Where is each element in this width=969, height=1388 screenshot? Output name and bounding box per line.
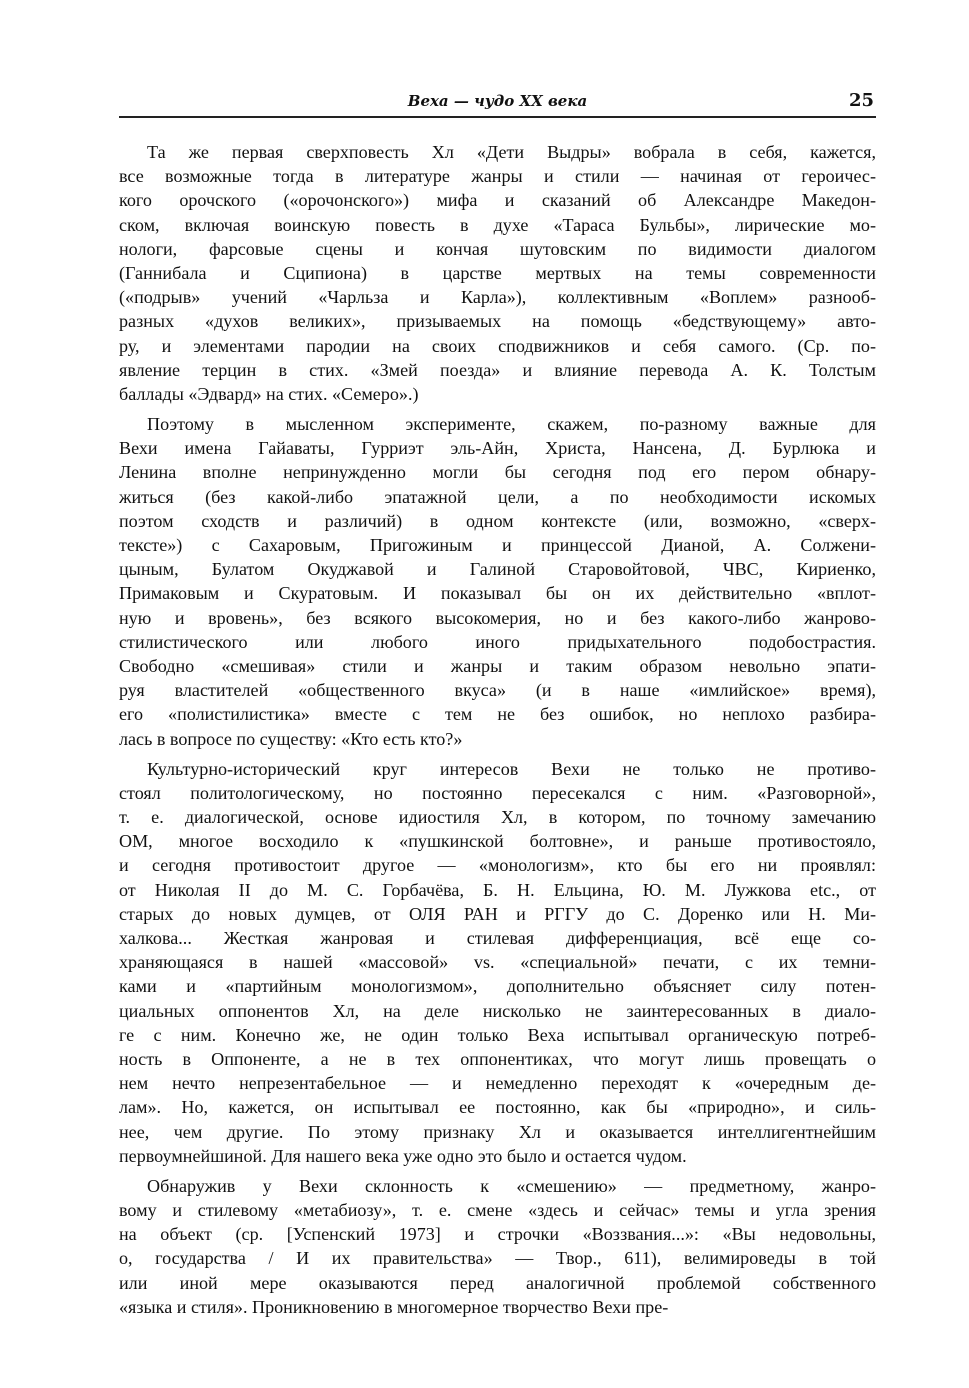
page-header [119, 92, 876, 122]
text-line: Ленина вполне непринужденно могли бы сегодня под его пером обнару- [119, 462, 876, 483]
text-line: старых до новых думцев, от ОЛЯ РАН и РГГУ до С. Доренко или Н. Ми- [119, 903, 876, 924]
page-number: 25 [848, 90, 874, 111]
paragraph [119, 140, 876, 406]
text-line: кого орочского («орочонского») мифа и сказаний об Александре Македон- [119, 190, 876, 211]
text-line: вому и стилевому «метабиозу», т. е. смене «здесь и сейчас» темы и угла зрения [119, 1200, 876, 1221]
text-line: руя властителей «общественного вкуса» (и в наше «имлийское» время), [119, 680, 876, 701]
text-line: и сегодня противостоит другое — «монологизм», кто бы его ни проявлял: [119, 855, 876, 876]
text-line: разных «духов великих», призываемых на помощь «бедствующему» авто- [119, 311, 876, 332]
running-title: Веха — чудо XX века [407, 92, 588, 110]
text-line: ОМ, многое восходило к «пушкинской болтовне», и раньше противостояло, [119, 831, 876, 852]
text-line: нологи, фарсовые сцены и кончая шутовским по видимости диалогом [119, 238, 876, 259]
text-line: Поэтому в мысленном эксперименте, скажем, по-разному важные для [147, 414, 876, 435]
text-line: ками и «партийным монологизмом», дополнительно объясняет силу потен- [119, 976, 876, 997]
text-line: о, государства / И их правительства» — Твор., 611), велимироведы в той [119, 1248, 876, 1269]
header-rule [119, 116, 876, 118]
text-line: стилистического или любого иного придыхательного подобострастия. [119, 631, 876, 652]
text-line: тексте») с Сахаровым, Пригожиным и принцессой Дианой, А. Солжени- [119, 535, 876, 555]
text-line: ную и вровень», без всякого высокомерия, но и без какого-либо жанрово- [119, 607, 876, 628]
text-line: ность в Оппоненте, а не в тех оппонентиках, что могут лишь провещать о [119, 1048, 876, 1069]
text-line: явление терцин в стих. «Змей поезда» и влияние перевода А. К. Толстым [119, 359, 876, 380]
text-line: поэтом сходств и различий) в одном контексте (или, возможно, «сверх- [119, 510, 876, 531]
text-line: Обнаружив у Вехи склонность к «смешению» — предметному, жанро- [147, 1175, 876, 1196]
text-line: храняющаяся в нашей «массовой» vs. «специальной» печати, с их темни- [119, 952, 876, 973]
text-line: первоумнейшиной. Для нашего века уже одно это было и остается чудом. [119, 1145, 687, 1166]
text-line: лась в вопросе по существу: «Кто есть кто?» [119, 728, 463, 749]
text-line: циальных оппонентов Хл, на деле нисколько не заинтересованных в диало- [119, 1000, 876, 1021]
body-text [119, 140, 876, 1319]
text-line: ге с ним. Конечно же, не один только Веха испытывал органическую потреб- [119, 1024, 876, 1045]
paragraph [119, 757, 876, 1168]
text-line: Свободно «смешивая» стили и жанры и таким образом невольно эпати- [119, 655, 876, 676]
text-line: нее, чем другие. По этому признаку Хл и оказывается интеллигентнейшим [119, 1121, 876, 1142]
text-line: или иной мере оказываются перед аналогичной проблемой собственного [119, 1272, 876, 1293]
text-line: «языка и стиля». Проникновению в многомерное творчество Вехи пре- [119, 1296, 669, 1317]
text-line: («подрыв» учений «Чарльза и Карла»), коллективным «Воплем» разнооб- [119, 287, 876, 308]
text-line: на объект (ср. [Успенский 1973] и строчки «Воззвания...»: «Вы недовольны, [119, 1224, 876, 1245]
text-line: нем нечто непрезентабельное — и немедленно переходят к «очередным де- [119, 1073, 876, 1094]
text-line: цыным, Булатом Окуджавой и Галиной Старовойтовой, ЧВС, Кириенко, [119, 559, 876, 580]
paragraph [119, 412, 876, 751]
text-line: ру, и элементами пародии на своих сподвижников и себя самого. (Ср. по- [119, 335, 876, 356]
text-line: его «полистилистика» вместе с тем не без ошибок, но неплохо разбира- [119, 704, 876, 725]
text-line: ском, включая воинскую повесть в духе «Тараса Бульбы», лирические мо- [119, 214, 876, 235]
text-line: Вехи имена Гайаваты, Гурриэт эль-Айн, Христа, Нансена, Д. Бурлюка и [119, 438, 876, 459]
text-line: стоял политологическому, но постоянно пересекался с ним. «Разговорной», [119, 782, 876, 803]
text-line: Культурно-исторический круг интересов Вехи не только не противо- [147, 758, 876, 779]
text-line: халкова... Жесткая жанровая и стилевая дифференциация, всё еще со- [119, 928, 876, 948]
text-line: Та же первая сверхповесть Хл «Дети Выдры» вобрала в себя, кажется, [147, 142, 876, 162]
text-line: от Николая II до М. С. Горбачёва, Б. Н. Ельцина, Ю. М. Лужкова etc., от [119, 879, 876, 900]
paragraph [119, 1174, 876, 1319]
text-line: все возможные тогда в литературе жанры и стили — начиная от героичес- [119, 166, 876, 187]
text-line: баллады «Эдвард» на стих. «Семеро».) [119, 383, 419, 404]
text-line: т. е. диалогической, основе идиостиля Хл, в котором, по точному замечанию [119, 807, 876, 828]
text-line: Примаковым и Скуратовым. И показывал бы он их действительно «вплот- [119, 583, 876, 604]
text-line: лам». Но, кажется, он испытывал ее постоянно, как бы «природно», и силь- [119, 1097, 876, 1118]
text-line: (Ганнибала и Сципиона) в царстве мертвых на темы современности [119, 262, 876, 283]
text-line: житься (без какой-либо эпатажной цели, а по необходимости искомых [119, 486, 876, 507]
